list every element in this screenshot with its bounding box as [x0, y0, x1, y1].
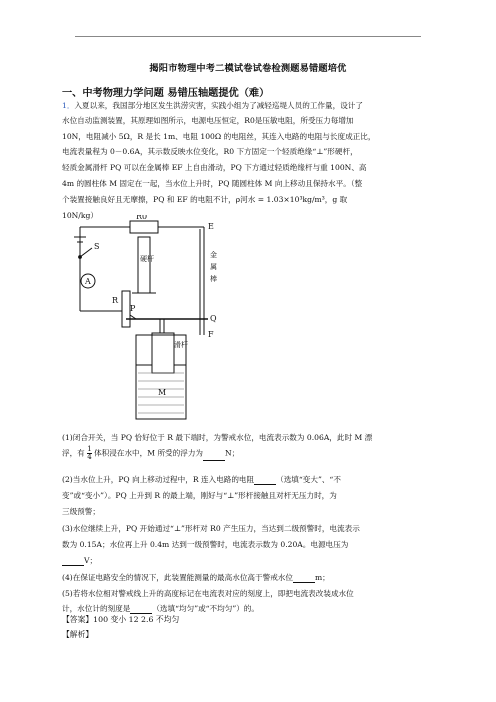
- blank-q2[interactable]: [254, 476, 276, 485]
- problem-line-3: 10N，电阻减小 5Ω，R 是长 1m、电阻 100Ω 的电阻丝，其连入电路的电阻与长度成正比，: [62, 132, 376, 141]
- q1-line-a: (1)闭合开关，当 PQ 恰好位于 R 最下端时，为警戒水位，电流表示数为 0.06A，此时 M 漂: [62, 433, 373, 442]
- blank-q4[interactable]: [293, 574, 315, 583]
- header-rule: [75, 36, 421, 37]
- problem-line-4: 电流表量程为 0－0.6A，其示数反映水位变化，R0 下方固定一个轻质绝缘“⊥”形硬杆，: [62, 147, 358, 156]
- label-Q: Q: [210, 314, 217, 323]
- q3-line-b: 数为 0.15A；水位再上升 0.4m 达到一级预警时，电流表示数为 0.20A。电源电压为: [62, 540, 349, 549]
- label-slide-rod: 滑杆: [174, 341, 188, 349]
- label-F: F: [208, 330, 214, 339]
- circuit-diagram: [70, 215, 240, 423]
- label-metal-rod-1: 金: [210, 251, 217, 259]
- section-heading: 一、中考物理力学问题 易错压轴题提优（难）: [62, 87, 270, 99]
- label-A: A: [85, 277, 91, 286]
- label-S: S: [94, 242, 100, 251]
- problem-line-8: 10N/kg）: [62, 211, 98, 220]
- q4-line: (4)在保证电路安全的情况下，此装置能测量的最高水位高于警戒水位 m；: [62, 573, 330, 582]
- label-metal-rod-3: 棒: [210, 275, 217, 283]
- problem-line-6: 4m 的圆柱体 M 固定在一起，当水位上升时，PQ 随圆柱体 M 向上移动且保持水平。（整: [62, 179, 363, 188]
- q2-line-b: 变”或“变小”）。PQ 上升到 R 的最上端，刚好与“⊥”形杆接触且对杆无压力时，为: [62, 491, 337, 500]
- label-hard-rod: 硬杆: [140, 255, 154, 263]
- question-number: 1．: [62, 101, 75, 110]
- q5-line-b: 计，水位计的刻度是 （选填“均匀”或“不均匀”）的。: [62, 604, 259, 613]
- q3-line-a: (3)水位继续上升，PQ 开始通过“⊥”形杆对 R0 产生压力，当达到二级预警时，电流表示: [62, 524, 360, 533]
- analysis-heading: 【解析】: [62, 630, 94, 639]
- label-R: R: [112, 296, 119, 305]
- fraction-one-quarter: $\frac{1}{4}$: [87, 445, 92, 461]
- page-title: 揭阳市物理中考二模试卷试卷检测题易错题培优: [149, 63, 347, 74]
- problem-line-1: 1．入夏以来，我国部分地区发生洪涝灾害，实践小组为了减轻巡堤人员的工作量，设计了: [62, 101, 363, 110]
- blank-q1[interactable]: [203, 452, 225, 461]
- problem-line-5: 轻质金属滑杆 PQ 可以在金属棒 EF 上自由滑动，PQ 下方通过轻质绝缘杆与重 100N、高: [62, 163, 367, 172]
- problem-line-7: 个装置接触良好且无摩擦，PQ 和 EF 的电阻不计，ρ河水 = 1.03×10³kg/m³，g 取: [62, 195, 348, 204]
- label-P: P: [130, 304, 136, 313]
- label-metal-rod-2: 属: [210, 263, 217, 271]
- answer-line: 【答案】100 变小 12 2.6 不均匀: [62, 615, 180, 624]
- q2-line-c: 三级预警；: [62, 507, 100, 516]
- q3-line-c: V；: [62, 555, 97, 566]
- label-R0: R0: [136, 215, 148, 221]
- q2-line-a: (2)当水位上升，PQ 向上移动过程中，R 连入电路的电阻 （选填“变大”、“不: [62, 475, 341, 484]
- label-E: E: [208, 222, 214, 231]
- blank-q3[interactable]: [62, 557, 84, 566]
- q5-line-a: (5)若将水位相对警戒线上升的高度标记在电流表对应的刻度上，即把电流表改装成水位: [62, 589, 354, 598]
- problem-line-2: 水位自动监测装置，其原理如图所示，电源电压恒定，R0是压敏电阻，所受压力每增加: [62, 116, 354, 125]
- label-M: M: [158, 388, 167, 397]
- blank-q5[interactable]: [130, 605, 152, 614]
- q1-line-b: 浮，有 $\frac{1}{4}$ 体积浸在水中，M 所受的浮力为 N；: [62, 445, 240, 461]
